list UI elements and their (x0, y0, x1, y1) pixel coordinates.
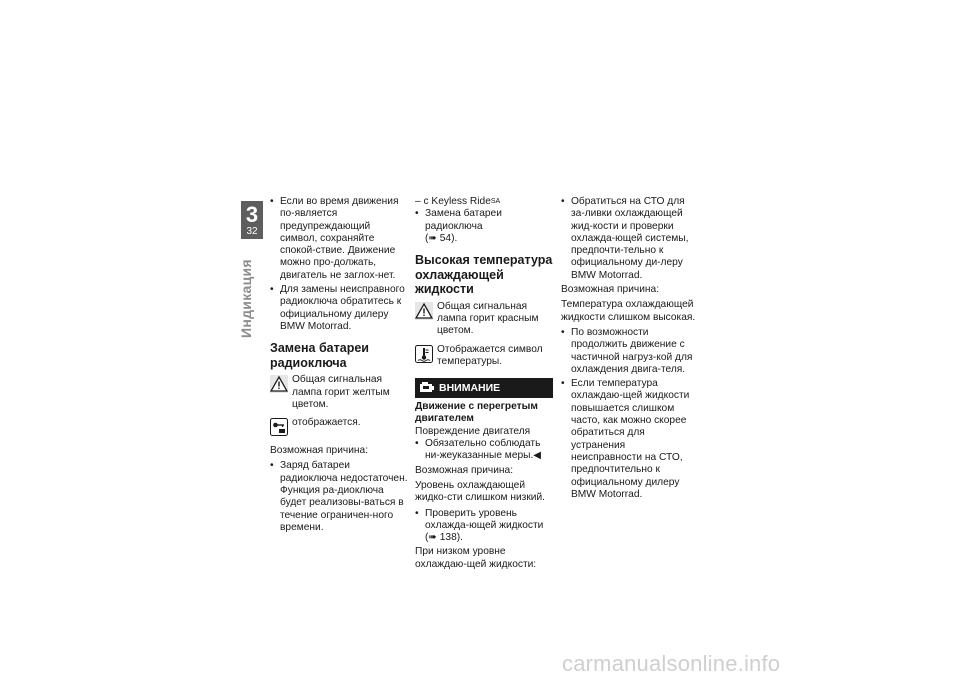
list-item: • Обязательно соблюдать ни-жеуказанные меры.◀ (415, 438, 553, 463)
key-battery-icon (270, 418, 288, 436)
list-item: • Для замены неисправного радиоключа обратитесь к официальному дилеру BMW Motorrad. (270, 284, 408, 333)
warning-label: ВНИМАНИЕ (439, 382, 501, 395)
warning-text: Повреждение двигателя (415, 425, 531, 437)
section-heading: Высокая температура охлаждающей жидкости (415, 253, 553, 297)
column-3 (561, 196, 699, 503)
keyless-text: – с Keyless Ride (415, 196, 491, 207)
column-2 (415, 196, 553, 574)
lamp-key-row (270, 417, 408, 439)
column-1 (270, 196, 408, 536)
chapter-number: 3 (245, 202, 259, 227)
cause-label: Возможная причина: (415, 464, 514, 476)
lamp-red-row (415, 301, 553, 338)
list-item: • Если температура охлаждаю-щей жидкости повышается слишком часто, как можно скорее обратиться для устранения неисправности на СТО, предпочтительно к официальному дилеру BMW Motorrad. (561, 378, 699, 501)
warning-title: Движение с перегретым двигателем (415, 401, 538, 425)
lamp-temp-row (415, 344, 553, 369)
list-item: • По возможности продолжить движение с частичной нагруз-кой для охлаждения двига-теля. (561, 327, 699, 376)
lamp-yellow-row (270, 374, 408, 411)
sa-marker: SA (490, 198, 501, 205)
lamp-yellow-text: Общая сигнальная лампа горит желтым цветом. (292, 374, 390, 410)
warning-triangle-icon (270, 375, 288, 393)
low-level-text: При низком уровне охлаждаю-щей жидкости: (415, 546, 537, 570)
lamp-red-text: Общая сигнальная лампа горит красным цветом. (437, 300, 539, 337)
list-item: • Если во время движения по-является предупреждающий символ, сохраняйте спокой-ствие. Движение можно про-должать, двигатель не заглох-нет. (270, 196, 408, 282)
warning-triangle-icon (415, 302, 433, 320)
page-number: 32 (246, 226, 258, 237)
cause-label: Возможная причина: (270, 445, 369, 457)
lamp-temp-text: Отображается символ температуры. (437, 343, 543, 367)
list-item: • Замена батареи радиоключа (415, 208, 553, 233)
cause-text: Температура охлаждающей жидкости слишком высокая. (561, 299, 696, 323)
engine-warning-icon (419, 381, 435, 395)
coolant-temperature-icon (415, 345, 433, 363)
list-item: • Заряд батареи радиоключа недостаточен. Функция ра-диоключа будет реализовы-ваться в течение ограничен-ного времени. (270, 460, 408, 534)
keyless-line (415, 196, 553, 208)
cause-text: Уровень охлаждающей жидко-сти слишком низкий. (415, 479, 545, 504)
cause-label: Возможная причина: (561, 284, 660, 296)
warning-banner (415, 378, 553, 398)
lamp-key-text: отображается. (292, 417, 361, 429)
list-item: • Обратиться на СТО для за-ливки охлаждающей жид-кости и проверки охлажда-ющей системы, предпочти-тельно к официальному ди-леру BMW Motorrad. (561, 196, 699, 282)
watermark: carmanualsonline.info (562, 651, 781, 676)
page-reference: (➠ 54). (425, 232, 458, 244)
section-heading: Замена батареи радиоключа (270, 341, 369, 370)
list-item: • Проверить уровень охлажда-ющей жидкости (➠ 138). (415, 508, 553, 545)
chapter-title: Индикация (238, 259, 254, 338)
